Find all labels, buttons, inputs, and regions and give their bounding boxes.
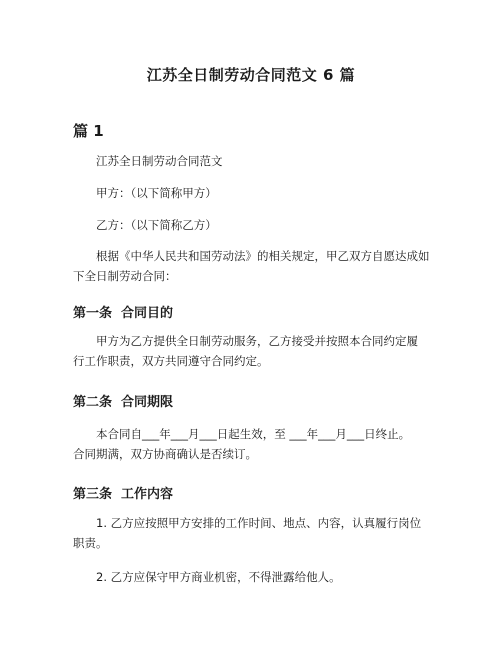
clause-3-item-1 (73, 513, 438, 553)
party-a-line (73, 183, 438, 203)
clause-1-line-1: 甲方为乙方提供全日制劳动服务，乙方接受并按照本合同约定履 (96, 334, 418, 348)
clause-3-item-1-line-1: 1. 乙方应按照甲方安排的工作时间、地点、内容，认真履行岗位 (96, 516, 422, 530)
clause-1-line-2: 行工作职责，双方共同遵守合同约定。 (73, 354, 269, 368)
party-b-text: 乙方：（以下简称乙方） (96, 218, 217, 232)
party-a-text: 甲方：（以下简称甲方） (96, 186, 217, 200)
clause-2-title: 合同期限 (121, 395, 174, 410)
clause-3-item-1-line-2: 职责。 (73, 536, 108, 550)
clause-2-number: 第二条 (73, 395, 113, 410)
clause-3-number: 第三条 (73, 487, 113, 502)
clause-2-line-1: 本合同自___年___月___日起生效，至 ___年___月___日终止。 (96, 427, 411, 441)
clause-1-heading (73, 302, 173, 321)
preamble-paragraph (73, 246, 438, 286)
clause-2-line-2: 合同期满，双方协商确认是否续订。 (73, 447, 257, 461)
clause-1-number: 第一条 (73, 306, 113, 321)
contract-title-line (73, 151, 438, 171)
clause-2-paragraph (73, 424, 438, 464)
clause-1-title: 合同目的 (121, 306, 174, 321)
section-heading: 篇 1 (73, 122, 104, 140)
clause-3-heading (73, 483, 173, 502)
clause-3-item-2-line-1: 2. 乙方应保守甲方商业机密，不得泄露给他人。 (96, 570, 341, 584)
clause-1-paragraph (73, 331, 438, 371)
preamble-line-2: 下全日制劳动合同： (73, 269, 177, 283)
clause-3-item-2 (73, 567, 438, 587)
preamble-line-1: 根据《中华人民共和国劳动法》的相关规定，甲乙双方自愿达成如 (96, 249, 430, 263)
contract-title-text: 江苏全日制劳动合同范文 (96, 154, 223, 168)
party-b-line (73, 215, 438, 235)
document-title: 江苏全日制劳动合同范文 6 篇 (146, 66, 356, 84)
clause-3-title: 工作内容 (121, 487, 174, 502)
clause-2-heading (73, 391, 173, 410)
